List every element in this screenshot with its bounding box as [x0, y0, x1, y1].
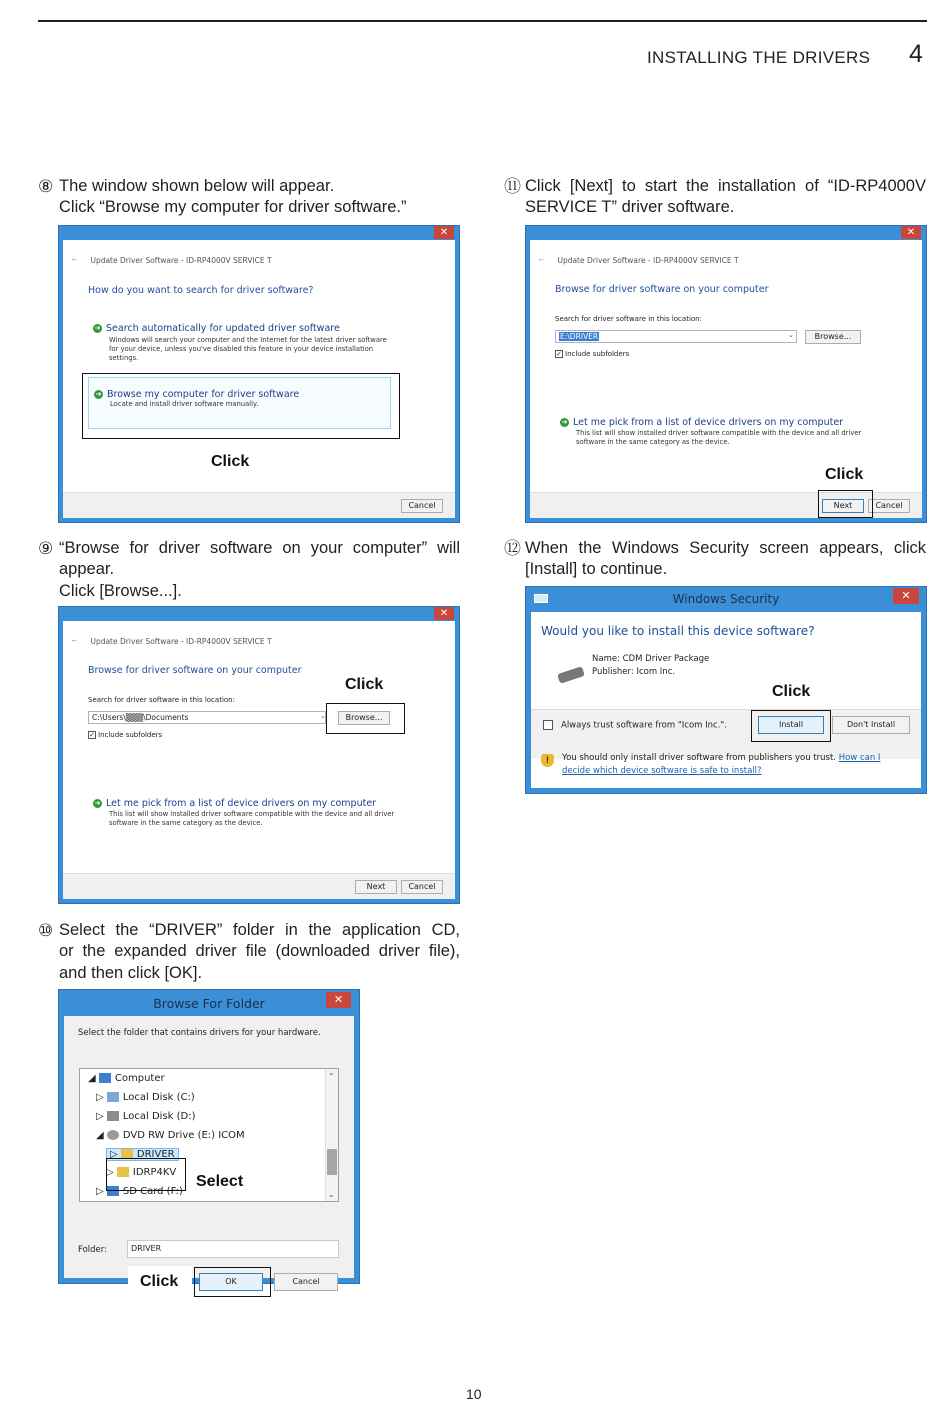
tree-item-sd-card[interactable]: ▷ SD Card (F:): [96, 1186, 183, 1197]
browse-heading: Browse for driver software on your computer: [555, 284, 769, 295]
window-title: Windows Security: [672, 592, 780, 606]
chevron-down-icon[interactable]: ⌄: [320, 713, 326, 720]
ok-button[interactable]: OK: [199, 1273, 263, 1291]
step-number: ⑪: [504, 177, 521, 196]
scrollbar-thumb[interactable]: [327, 1149, 337, 1175]
step-number: ⑨: [38, 539, 54, 558]
highlight-box: [751, 710, 831, 742]
shield-warning-icon: !: [541, 754, 554, 767]
window-title: Update Driver Software - ID-RP4000V SERVICE T: [90, 637, 272, 646]
question-heading: How do you want to search for driver software?: [88, 285, 314, 296]
location-label: Search for driver software in this location:: [88, 696, 235, 704]
section-title: INSTALLING THE DRIVERS: [647, 48, 871, 67]
green-arrow-icon: ➜: [561, 418, 568, 426]
drive-icon: [107, 1092, 119, 1102]
back-arrow-icon[interactable]: ←: [537, 254, 546, 264]
chevron-down-icon[interactable]: ⌄: [328, 1190, 335, 1199]
highlight-box: [194, 1267, 271, 1297]
close-icon[interactable]: ✕: [326, 992, 351, 1008]
location-field[interactable]: C:\Users\▒▒▒\Documents: [88, 711, 326, 724]
click-callout: Click: [772, 683, 811, 700]
security-notice: You should only install driver software from publishers you trust. How can I decide which device software is safe to install?: [562, 753, 881, 776]
dont-install-button[interactable]: Don't Install: [832, 716, 910, 734]
tree-item-dvd[interactable]: ◢ DVD RW Drive (E:) ICOM: [96, 1130, 245, 1141]
disc-icon: [107, 1130, 119, 1140]
pick-from-list-option[interactable]: ➜ Let me pick from a list of device drivers on my computer This list will show installed driver software compatible with the device and all driver software in the same category as the device.: [561, 417, 862, 446]
tree-item-local-d[interactable]: ▷ Local Disk (D:): [96, 1111, 196, 1122]
install-button[interactable]: Install: [758, 716, 824, 734]
install-question: Would you like to install this device software?: [541, 624, 815, 638]
click-callout: Click: [825, 466, 864, 483]
chapter-number: 4: [909, 40, 923, 68]
tree-item-local-c[interactable]: ▷ Local Disk (C:): [96, 1092, 195, 1103]
folder-label: Folder:: [78, 1245, 107, 1255]
green-arrow-icon: ➜: [95, 390, 102, 398]
step-number: ⑫: [504, 539, 521, 558]
usb-device-icon: [557, 666, 585, 684]
update-driver-window-browse: [58, 606, 460, 904]
click-callout: Click: [211, 453, 250, 470]
back-arrow-icon[interactable]: ←: [70, 254, 79, 264]
update-driver-window-location: [525, 225, 927, 523]
publisher-name: Publisher: Icom Inc.: [592, 667, 676, 677]
computer-icon: [99, 1073, 111, 1083]
window-title: Update Driver Software - ID-RP4000V SERVICE T: [557, 256, 739, 265]
scrollbar[interactable]: [325, 1069, 338, 1201]
close-icon[interactable]: ✕: [434, 607, 454, 620]
select-callout: Select: [196, 1173, 244, 1190]
browse-button[interactable]: Browse...: [805, 330, 861, 344]
drive-icon: [107, 1111, 119, 1121]
chevron-up-icon[interactable]: ⌃: [328, 1072, 335, 1081]
step-9-text: ⑨ “Browse for driver software on your computer” will appear. Click [Browse...].: [38, 539, 460, 600]
top-rule: [38, 20, 927, 22]
step-8-text: ⑧ The window shown below will appear. Click “Browse my computer for driver software.”: [38, 177, 407, 217]
browse-for-folder-window: [58, 989, 360, 1290]
chevron-down-icon[interactable]: ⌄: [788, 332, 794, 339]
pick-from-list-option[interactable]: ➜ Let me pick from a list of device drivers on my computer This list will show installed driver software compatible with the device and all driver software in the same category as the device.: [94, 798, 395, 827]
instruction-text: Select the folder that contains drivers for your hardware.: [78, 1028, 321, 1038]
green-arrow-icon: ➜: [94, 324, 101, 332]
step-number: ⑧: [38, 177, 54, 196]
next-button[interactable]: Next: [355, 880, 397, 894]
click-callout: Click: [345, 676, 384, 693]
window-title: Browse For Folder: [153, 996, 265, 1011]
step-11-text: ⑪ Click [Next] to start the installation of “ID-RP4000V SERVICE T” driver software.: [504, 177, 926, 217]
highlight-box: [818, 490, 873, 518]
page-number: 10: [466, 1386, 482, 1402]
location-field[interactable]: E:\DRIVER: [555, 330, 797, 343]
always-trust-checkbox[interactable]: Always trust software from "Icom Inc.".: [543, 720, 727, 731]
browse-button[interactable]: Browse...: [338, 711, 390, 725]
cancel-button[interactable]: Cancel: [401, 499, 443, 513]
cancel-button[interactable]: Cancel: [868, 499, 910, 513]
include-subfolders-checkbox[interactable]: ✓ Include subfolders: [89, 731, 163, 739]
highlight-box: [82, 373, 400, 439]
search-automatically-option[interactable]: ➜ Search automatically for updated driver software Windows will search your computer and the Internet for the latest driver software for your device, unless you've disabled this feature in your device installation settings.: [94, 323, 387, 362]
tree-item-driver[interactable]: ▷ DRIVER: [106, 1148, 179, 1161]
cancel-button[interactable]: Cancel: [274, 1273, 338, 1291]
package-name: Name: CDM Driver Package: [592, 654, 710, 664]
close-icon[interactable]: ✕: [434, 226, 454, 239]
tree-item-computer[interactable]: ◢ Computer: [88, 1073, 165, 1084]
include-subfolders-checkbox[interactable]: ✓ Include subfolders: [556, 350, 630, 358]
location-label: Search for driver software in this location:: [555, 315, 702, 323]
next-button[interactable]: Next: [822, 499, 864, 513]
highlight-box: [326, 703, 405, 734]
browse-my-computer-option[interactable]: ➜ Browse my computer for driver software Locate and install driver software manually.: [88, 377, 391, 429]
step-12-text: ⑫ When the Windows Security screen appears, click [Install] to continue.: [504, 539, 926, 579]
cancel-button[interactable]: Cancel: [401, 880, 443, 894]
help-link[interactable]: How can I: [838, 753, 881, 763]
green-arrow-icon: ➜: [94, 799, 101, 807]
close-icon[interactable]: ✕: [893, 588, 919, 604]
close-icon[interactable]: ✕: [901, 226, 921, 239]
window-title: Update Driver Software - ID-RP4000V SERVICE T: [90, 256, 272, 265]
update-driver-window-choice: [58, 225, 460, 523]
browse-heading: Browse for driver software on your computer: [88, 665, 302, 676]
highlight-box: [106, 1158, 186, 1191]
back-arrow-icon[interactable]: ←: [70, 635, 79, 645]
step-10-text: ⑩ Select the “DRIVER” folder in the application CD, or the expanded driver file (downloaded driver file), and then click [OK].: [38, 921, 460, 982]
tree-item-idrp4kv[interactable]: ▷ IDRP4KV: [106, 1167, 177, 1178]
windows-security-dialog: [525, 586, 927, 794]
click-callout: Click: [140, 1273, 179, 1290]
step-number: ⑩: [38, 921, 54, 940]
folder-field[interactable]: DRIVER: [127, 1240, 339, 1258]
help-link-continued[interactable]: decide which device software is safe to install?: [562, 766, 762, 776]
